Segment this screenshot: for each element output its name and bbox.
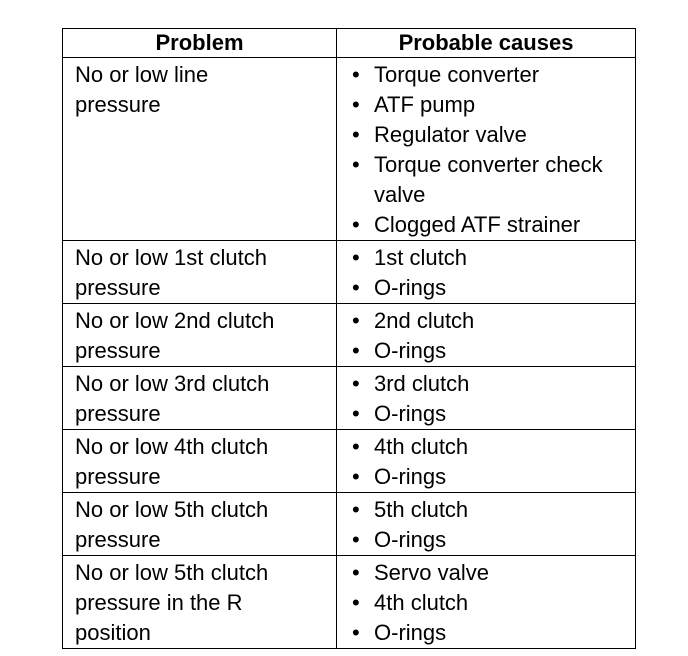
cause-text: ATF pump bbox=[374, 92, 476, 117]
cause-text: 2nd clutch bbox=[374, 308, 475, 333]
causes-column-header: Probable causes bbox=[337, 29, 636, 58]
bullet-icon: • bbox=[352, 338, 360, 363]
cause-item bbox=[337, 558, 631, 588]
cause-item bbox=[337, 60, 631, 90]
problem-cell bbox=[63, 304, 337, 367]
causes-cell bbox=[337, 430, 636, 493]
cause-item bbox=[337, 525, 631, 555]
problem-cell bbox=[63, 367, 337, 430]
table-row bbox=[63, 430, 636, 493]
problem-cell bbox=[63, 430, 337, 493]
cause-text: O-rings bbox=[374, 338, 447, 363]
cause-item bbox=[337, 462, 631, 492]
cause-item bbox=[337, 120, 631, 150]
problem-text-line: No or low 2nd clutch bbox=[75, 308, 275, 333]
cause-text: Servo valve bbox=[374, 560, 489, 585]
bullet-icon: • bbox=[352, 62, 360, 87]
cause-item bbox=[337, 210, 631, 240]
cause-text: O-rings bbox=[374, 401, 447, 426]
bullet-icon: • bbox=[352, 434, 360, 459]
bullet-icon: • bbox=[352, 464, 360, 489]
problem-text-line: pressure bbox=[75, 338, 161, 363]
cause-list bbox=[337, 243, 631, 303]
problem-text-line: pressure in the R bbox=[75, 590, 243, 615]
cause-text: 1st clutch bbox=[374, 245, 467, 270]
cause-item bbox=[337, 618, 631, 648]
bullet-icon: • bbox=[352, 527, 360, 552]
table-row bbox=[63, 304, 636, 367]
cause-text: 4th clutch bbox=[374, 434, 469, 459]
cause-text: Torque converter bbox=[374, 62, 540, 87]
cause-item bbox=[337, 90, 631, 120]
problem-text-line: pressure bbox=[75, 527, 161, 552]
bullet-icon: • bbox=[352, 245, 360, 270]
bullet-icon: • bbox=[352, 152, 360, 177]
cause-list bbox=[337, 60, 631, 240]
problem-cell bbox=[63, 556, 337, 649]
causes-cell bbox=[337, 241, 636, 304]
problem-text-line: No or low 5th clutch bbox=[75, 497, 269, 522]
cause-text: Clogged ATF strainer bbox=[374, 212, 581, 237]
bullet-icon: • bbox=[352, 497, 360, 522]
problem-text-line: pressure bbox=[75, 275, 161, 300]
cause-item bbox=[337, 432, 631, 462]
problem-text-line: pressure bbox=[75, 464, 161, 489]
bullet-icon: • bbox=[352, 560, 360, 585]
problem-text-line: No or low 1st clutch bbox=[75, 245, 267, 270]
problem-text-line: No or low 5th clutch bbox=[75, 560, 269, 585]
problem-text-line: No or low 3rd clutch bbox=[75, 371, 270, 396]
cause-text: 3rd clutch bbox=[374, 371, 470, 396]
cause-text: Torque converter check valve bbox=[374, 152, 603, 207]
bullet-icon: • bbox=[352, 401, 360, 426]
header-row bbox=[63, 29, 636, 58]
cause-item bbox=[337, 273, 631, 303]
causes-cell bbox=[337, 556, 636, 649]
bullet-icon: • bbox=[352, 590, 360, 615]
table-row bbox=[63, 493, 636, 556]
cause-list bbox=[337, 495, 631, 555]
bullet-icon: • bbox=[352, 212, 360, 237]
cause-text: O-rings bbox=[374, 527, 447, 552]
bullet-icon: • bbox=[352, 371, 360, 396]
bullet-icon: • bbox=[352, 275, 360, 300]
problem-text-line: position bbox=[75, 620, 151, 645]
cause-list bbox=[337, 558, 631, 648]
bullet-icon: • bbox=[352, 620, 360, 645]
table-row bbox=[63, 58, 636, 241]
problem-column-header: Problem bbox=[63, 29, 337, 58]
diagnosis-table bbox=[62, 28, 636, 649]
problem-text-line: No or low line bbox=[75, 62, 209, 87]
table-row bbox=[63, 556, 636, 649]
cause-item bbox=[337, 399, 631, 429]
problem-cell bbox=[63, 493, 337, 556]
cause-item bbox=[337, 495, 631, 525]
table-row bbox=[63, 241, 636, 304]
cause-item bbox=[337, 588, 631, 618]
bullet-icon: • bbox=[352, 92, 360, 117]
cause-text: 5th clutch bbox=[374, 497, 469, 522]
problem-text-line: pressure bbox=[75, 92, 161, 117]
table-row bbox=[63, 367, 636, 430]
cause-text: O-rings bbox=[374, 275, 447, 300]
cause-list bbox=[337, 306, 631, 366]
table-body bbox=[63, 58, 636, 649]
cause-list bbox=[337, 432, 631, 492]
cause-item bbox=[337, 243, 631, 273]
cause-text: Regulator valve bbox=[374, 122, 527, 147]
problem-text-line: No or low 4th clutch bbox=[75, 434, 269, 459]
problem-text-line: pressure bbox=[75, 401, 161, 426]
problem-cell bbox=[63, 241, 337, 304]
causes-cell bbox=[337, 304, 636, 367]
causes-cell bbox=[337, 493, 636, 556]
cause-item bbox=[337, 306, 631, 336]
causes-cell bbox=[337, 367, 636, 430]
cause-item bbox=[337, 336, 631, 366]
cause-text: O-rings bbox=[374, 464, 447, 489]
problem-cell bbox=[63, 58, 337, 241]
bullet-icon: • bbox=[352, 308, 360, 333]
cause-item bbox=[337, 369, 631, 399]
cause-text: 4th clutch bbox=[374, 590, 469, 615]
cause-text: O-rings bbox=[374, 620, 447, 645]
cause-list bbox=[337, 369, 631, 429]
cause-item bbox=[337, 150, 631, 210]
causes-cell bbox=[337, 58, 636, 241]
bullet-icon: • bbox=[352, 122, 360, 147]
